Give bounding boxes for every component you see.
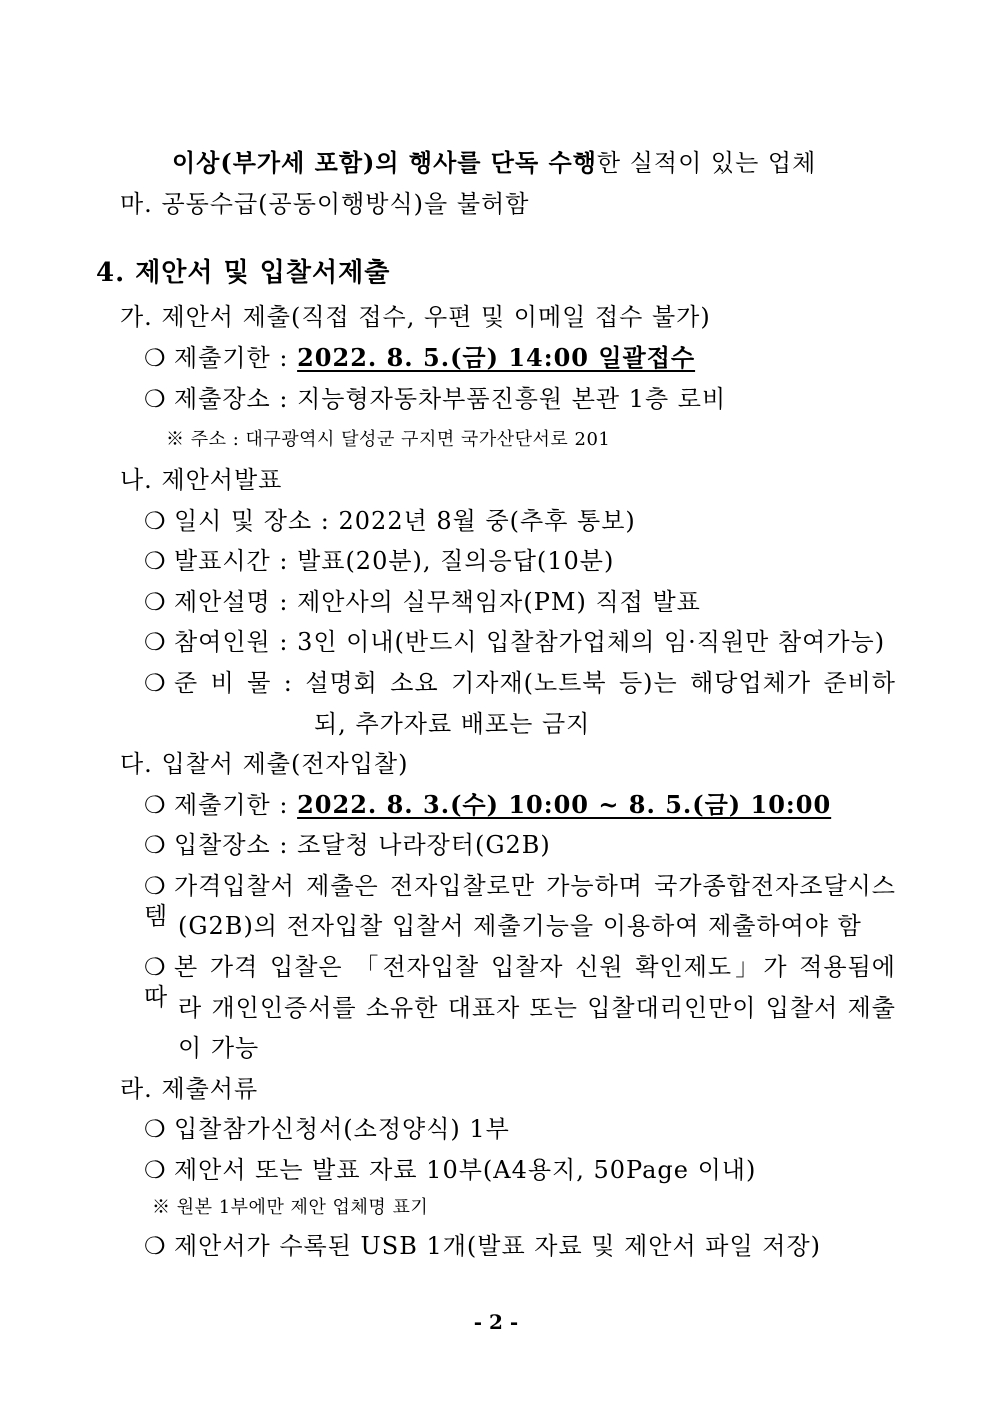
da-place [144,830,551,860]
bullet-icon: ❍ [144,1115,167,1143]
bullet-icon: ❍ [144,344,167,372]
intro-line-1-rest: 한 실적이 있는 업체 [596,149,817,177]
section-4-heading: 4. 제안서 및 입찰서제출 [96,258,391,288]
na-item-text: 제안설명 : 제안사의 실무책임자(PM) 직접 발표 [174,588,701,616]
ra-item-text: 제안서 또는 발표 자료 10부(A4용지, 50Page 이내) [174,1156,757,1184]
ra-item [144,1231,821,1261]
ra-item [144,1114,510,1144]
na-item [144,506,636,536]
ga-deadline-value: 2022. 8. 5.(금) 14:00 일괄접수 [297,343,696,372]
bullet-icon: ❍ [144,872,167,900]
na-prep-line-2: 되, 추가자료 배포는 금지 [314,710,591,738]
ga-place [144,384,726,414]
da-price-line-2: (G2B)의 전자입찰 입찰서 제출기능을 이용하여 제출하여야 함 [178,912,862,940]
da-cert-text: 본 가격 입찰은 「전자입찰 입찰자 신원 확인제도」가 적용됨에 따 [144,953,896,1011]
da-deadline-value: 2022. 8. 3.(수) 10:00 ~ 8. 5.(금) 10:00 [297,790,832,819]
bullet-icon: ❍ [144,831,167,859]
bullet-icon: ❍ [144,953,167,981]
da-place-text: 입찰장소 : 조달청 나라장터(G2B) [174,831,551,859]
bullet-icon: ❍ [144,1156,167,1184]
ra-item-text: 입찰참가신청서(소정양식) 1부 [174,1115,510,1143]
na-item [144,587,701,617]
da-cert-line-2: 라 개인인증서를 소유한 대표자 또는 입찰대리인만이 입찰서 제출 [178,994,896,1022]
bullet-icon: ❍ [144,669,167,697]
subsection-ga-title: 가. 제안서 제출(직접 접수, 우편 및 이메일 접수 불가) [120,303,711,331]
da-deadline [144,790,831,820]
na-item-text: 발표시간 : 발표(20분), 질의응답(10분) [174,547,615,575]
na-item-text: 일시 및 장소 : 2022년 8월 중(추후 통보) [174,507,636,535]
intro-line-1-bold: 이상(부가세 포함)의 행사를 단독 수행 [172,148,597,177]
da-deadline-label: 제출기한 : [174,791,298,819]
ra-item [144,1155,756,1185]
page-number: - 2 - [473,1310,519,1334]
intro-line-1 [172,148,816,178]
bullet-icon: ❍ [144,628,167,656]
subsection-na-title: 나. 제안서발표 [120,466,283,494]
na-item-text: 참여인원 : 3인 이내(반드시 입찰참가업체의 임·직원만 참여가능) [174,628,886,656]
ra-item-text: 제안서가 수록된 USB 1개(발표 자료 및 제안서 파일 저장) [174,1232,822,1260]
subsection-da-title: 다. 입찰서 제출(전자입찰) [120,750,409,778]
da-price-text: 가격입찰서 제출은 전자입찰로만 가능하며 국가종합전자조달시스템 [144,872,896,930]
na-item [144,546,614,576]
na-item [144,627,885,657]
da-cert-line-3: 이 가능 [178,1034,260,1062]
bullet-icon: ❍ [144,385,167,413]
ga-deadline-label: 제출기한 : [174,344,298,372]
ga-place-text: 제출장소 : 지능형자동차부품진흥원 본관 1층 로비 [174,385,727,413]
bullet-icon: ❍ [144,547,167,575]
bullet-icon: ❍ [144,791,167,819]
bullet-icon: ❍ [144,507,167,535]
na-prep-line-1 [144,668,896,698]
item-ma: 마. 공동수급(공동이행방식)을 불허함 [120,190,530,218]
ra-note: ※ 원본 1부에만 제안 업체명 표기 [152,1197,429,1218]
bullet-icon: ❍ [144,588,167,616]
na-prep-text: 준 비 물 : 설명회 소요 기자재(노트북 등)는 해당업체가 준비하 [174,669,896,697]
bullet-icon: ❍ [144,1232,167,1260]
subsection-ra-title: 라. 제출서류 [120,1075,259,1103]
ga-deadline [144,343,695,373]
ga-address-note: ※ 주소 : 대구광역시 달성군 구지면 국가산단서로 201 [166,429,611,450]
